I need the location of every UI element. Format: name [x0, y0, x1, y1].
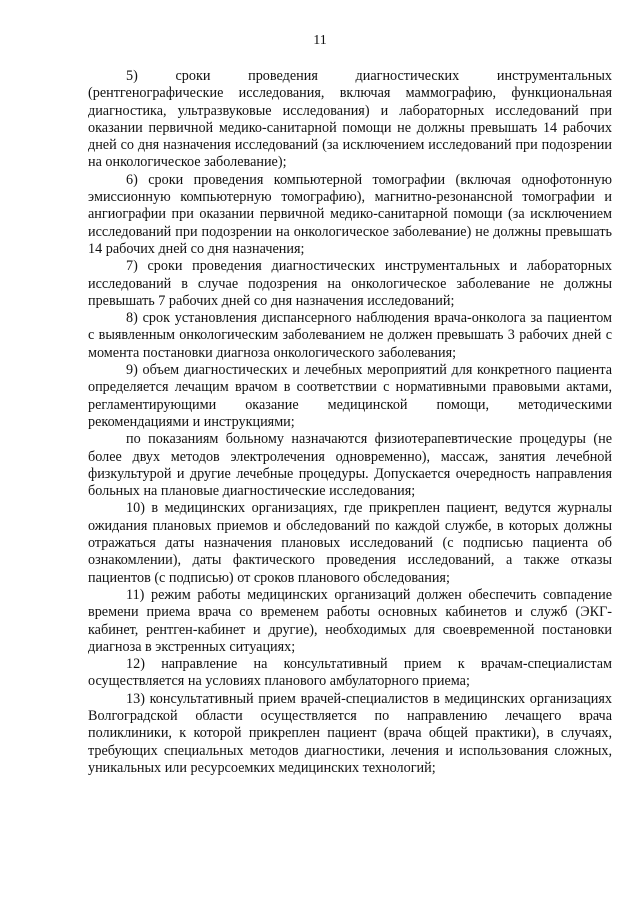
paragraph-physiotherapy: по показаниям больному назначаются физиотерапевтические процедуры (не более двух методов электролечения одновременно), массаж, занятия лечебной физкультурой и другие лечебные процедуры. Допускается очередность направления больных на плановые диагностические исследования;	[88, 431, 612, 500]
document-body	[88, 68, 612, 777]
paragraph-item-11: 11) режим работы медицинских организаций должен обеспечить совпадение времени приема врача со временем работы основных кабинетов и служб (ЭКГ-кабинет, рентген-кабинет и другие), необходимых для своевременной постановки диагноза в экстренных ситуациях;	[88, 586, 612, 655]
paragraph-item-8: 8) срок установления диспансерного наблюдения врача-онколога за пациентом с выявленным онкологическим заболеванием не должен превышать 3 рабочих дней с момента постановки диагноза онкологического заболевания;	[88, 310, 612, 361]
paragraph-item-6: 6) сроки проведения компьютерной томографии (включая однофотонную эмиссионную компьютерную томографию), магнитно-резонансной томографии и ангиографии при оказании первичной медико-санитарной помощи (за исключением исследований при подозрении на онкологическое заболевание) не должны превышать 14 рабочих дней со дня назначения;	[88, 171, 612, 257]
paragraph-item-7: 7) сроки проведения диагностических инструментальных и лабораторных исследований в случае подозрения на онкологическое заболевание не должны превышать 7 рабочих дней со дня назначения исследований;	[88, 258, 612, 309]
paragraph-item-9: 9) объем диагностических и лечебных мероприятий для конкретного пациента определяется лечащим врачом в соответствии с нормативными правовыми актами, регламентирующими оказание медицинской помощи, методическими рекомендациями и инструкциями;	[88, 362, 612, 430]
paragraph-item-10: 10) в медицинских организациях, где прикреплен пациент, ведутся журналы ожидания плановых приемов и обследований по каждой службе, в которых должны отражаться даты назначения плановых исследований (с подписью пациента об ознакомлении), даты фактического проведения исследований, а также отказы пациентов (с подписью) от сроков планового обследования;	[88, 500, 612, 586]
paragraph-item-13: 13) консультативный прием врачей-специалистов в медицинских организациях Волгоградской области осуществляется по направлению лечащего врача поликлиники, к которой прикреплен пациент (врача общей практики), в случаях, требующих специальных методов диагностики, лечения и использования сложных, уникальных или ресурсоемких медицинских технологий;	[88, 690, 612, 776]
paragraph-item-12: 12) направление на консультативный прием к врачам-специалистам осуществляется на условиях планового амбулаторного приема;	[88, 656, 612, 690]
page-number: 11	[313, 33, 327, 48]
paragraph-item-5: 5) сроки проведения диагностических инструментальных (рентгенографические исследования, включая маммографию, функциональная диагностика, ультразвуковые исследования) и лабораторных исследований при оказании первичной медико-санитарной помощи не должны превышать 14 рабочих дней со дня назначения исследований (за исключением исследований при подозрении на онкологическое заболевание);	[88, 68, 612, 171]
